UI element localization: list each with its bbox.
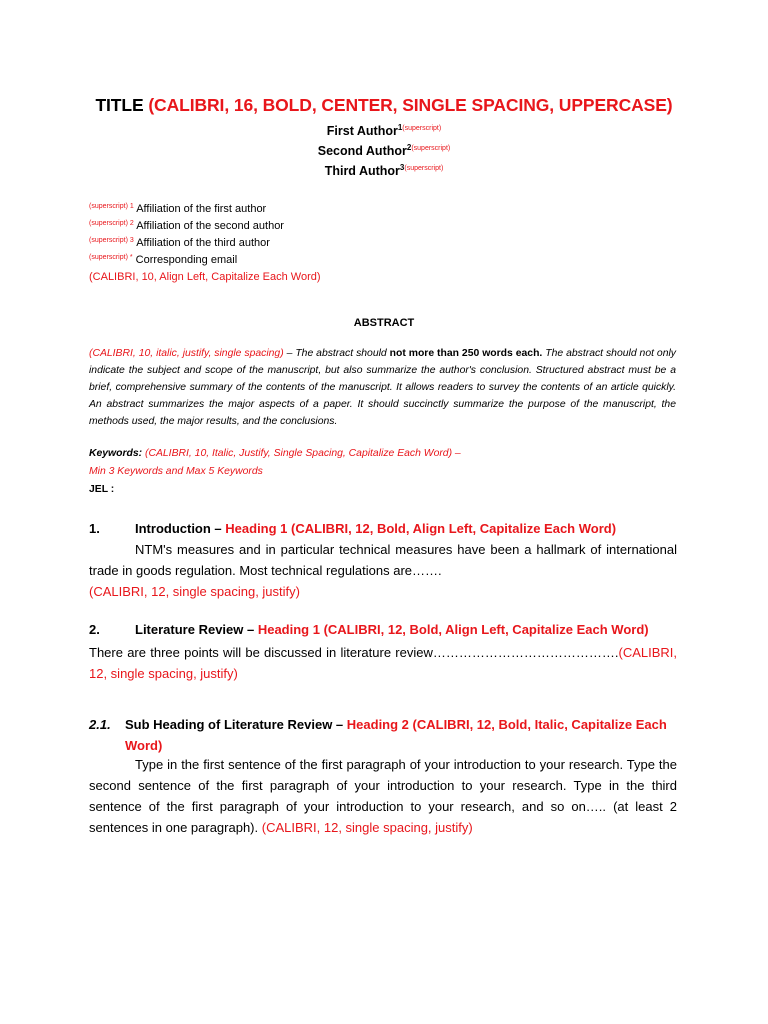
- affiliation-tag: (superscript) 2: [89, 220, 134, 227]
- body-text: There are three points will be discussed in literature review…………………………………….: [89, 645, 619, 660]
- abstract-lead: The abstract should: [295, 348, 390, 359]
- author-superscript-note: (superscript): [404, 165, 444, 172]
- author-number: 3: [399, 163, 405, 172]
- keywords-count-note: Min 3 Keywords and Max 5 Keywords: [89, 466, 263, 477]
- abstract-body: [89, 345, 676, 430]
- section-number: 1.: [89, 521, 100, 536]
- section-2-1-body: [89, 754, 677, 838]
- title-text: TITLE: [95, 95, 144, 115]
- abstract-heading: ABSTRACT: [353, 317, 415, 329]
- section-2-heading: [89, 622, 689, 637]
- author-number: 1: [397, 123, 403, 132]
- affiliation-style-note: (CALIBRI, 10, Align Left, Capitalize Each Word): [89, 271, 321, 283]
- author-first: [0, 123, 768, 138]
- affiliation-text: Affiliation of the third author: [136, 237, 270, 249]
- section-1-body: [89, 539, 677, 602]
- body-text: NTM's measures and in particular technical measures have been a hallmark of international trade in goods regulation. Most technical regulations are…….: [89, 542, 677, 578]
- affiliation-2: [89, 220, 284, 232]
- author-superscript-note: (superscript): [402, 125, 442, 132]
- author-name: First Author: [326, 124, 398, 138]
- author-second: [0, 143, 768, 158]
- body-style-note: (CALIBRI, 12, single spacing, justify): [89, 584, 300, 599]
- section-title: Sub Heading of Literature Review –: [125, 717, 347, 732]
- section-title: Introduction –: [135, 521, 226, 536]
- abstract-text: The abstract should not only indicate the subject and scope of the manuscript, but also summarize the author's conclusion. Structured abstract must be a brief, comprehensive summary of the contents of the manuscript. It allows readers to survey the contents of an article quickly. An abstract summarizes the major aspects of a paper. It should succinctly summarize the purpose of the manuscript, the methods used, the major results, and the conclusions.: [89, 348, 676, 427]
- keywords-label: Keywords:: [89, 448, 143, 459]
- affiliation-tag: (superscript) 1: [89, 203, 134, 210]
- section-style-note: Heading 1 (CALIBRI, 12, Bold, Align Left, Capitalize Each Word): [225, 521, 617, 536]
- section-title: Literature Review –: [135, 622, 258, 637]
- affiliation-3: [89, 237, 270, 249]
- author-third: [0, 163, 768, 178]
- affiliation-text: Affiliation of the second author: [136, 220, 284, 232]
- section-number: 2.1.: [89, 717, 111, 732]
- section-style-note: Heading 1 (CALIBRI, 12, Bold, Align Left, Capitalize Each Word): [257, 622, 649, 637]
- section-number: 2.: [89, 622, 100, 637]
- section-2-1-heading: [89, 714, 679, 756]
- affiliation-tag: (superscript) *: [89, 254, 133, 261]
- keywords-line: [89, 448, 461, 459]
- affiliation-tag: (superscript) 3: [89, 237, 134, 244]
- body-text: Type in the first sentence of the first paragraph of your introduction to your research. Type the second sentence of the first paragraph of your introduction to your research. Type in the third sentence of the first paragraph of your introduction to your research, and so on….. (at least 2 sentences in one paragraph).: [89, 757, 677, 835]
- title-style-note: (CALIBRI, 16, BOLD, CENTER, SINGLE SPACING, UPPERCASE): [148, 95, 673, 115]
- body-style-note: (CALIBRI, 12, single spacing, justify): [89, 645, 677, 681]
- section-style-note: Heading 2 (CALIBRI, 12, Bold, Italic, Capitalize Each Word): [125, 717, 667, 753]
- body-style-note: (CALIBRI, 12, single spacing, justify): [261, 820, 473, 835]
- section-1-heading: [89, 521, 689, 536]
- author-name: Third Author: [324, 164, 400, 178]
- section-2-body: [89, 642, 677, 684]
- author-superscript-note: (superscript): [411, 145, 451, 152]
- keywords-style-note: (CALIBRI, 10, Italic, Justify, Single Spacing, Capitalize Each Word) –: [142, 448, 461, 459]
- author-number: 2: [406, 143, 412, 152]
- affiliation-text: Affiliation of the first author: [136, 203, 267, 215]
- affiliation-text: Corresponding email: [135, 254, 238, 266]
- affiliation-1: [89, 203, 266, 215]
- abstract-dash: –: [283, 348, 296, 359]
- abstract-word-limit: not more than 250 words each.: [389, 348, 543, 359]
- paper-title: [0, 95, 768, 116]
- affiliation-email: [89, 254, 237, 266]
- jel-label: JEL :: [89, 484, 115, 495]
- abstract-style-note: (CALIBRI, 10, italic, justify, single spacing): [89, 348, 284, 359]
- author-name: Second Author: [317, 144, 407, 158]
